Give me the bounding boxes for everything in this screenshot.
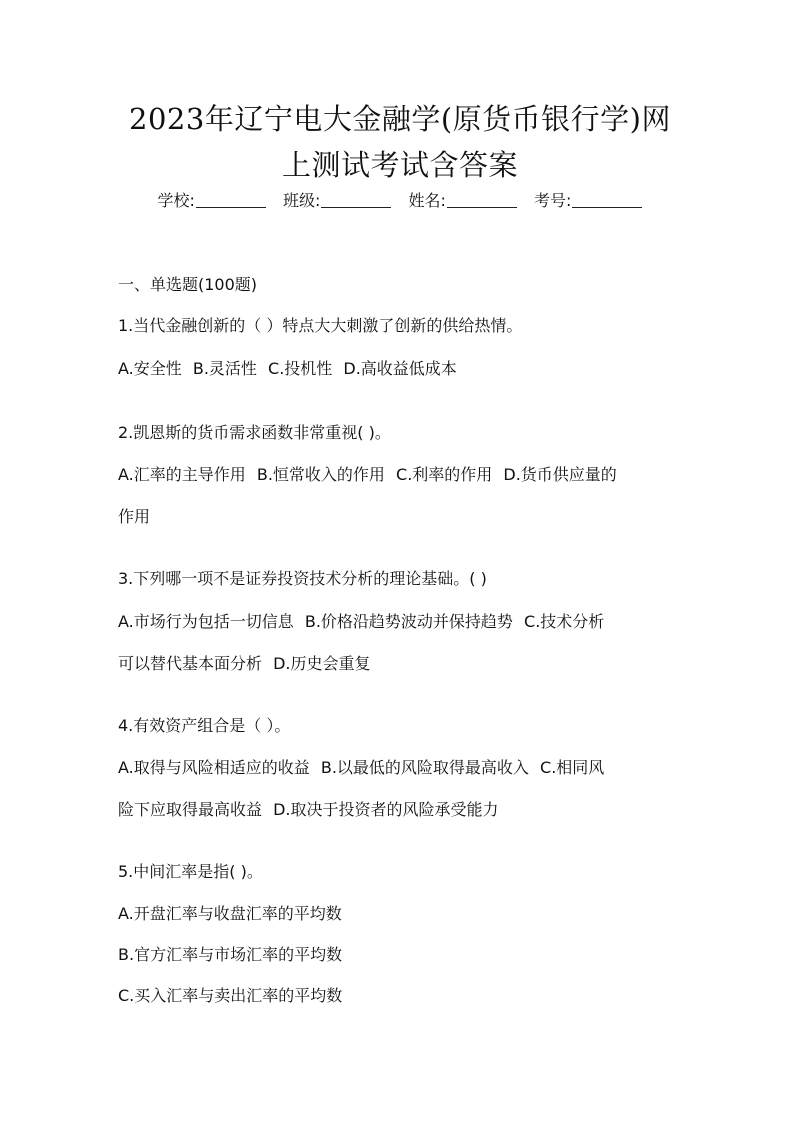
class-blank <box>321 191 391 208</box>
school-label: 学校: <box>157 191 195 210</box>
class-field <box>283 191 391 210</box>
question-4-options-line-2 <box>118 797 693 823</box>
question-1-options <box>118 356 693 382</box>
question-2-options <box>118 462 693 488</box>
section-heading: 一、单选题(100题) <box>118 275 258 294</box>
exam-number-blank <box>572 191 642 208</box>
question-2-option-a: A.汇率的主导作用 <box>118 465 246 484</box>
question-1-stem: 1.当代金融创新的（ ）特点大大刺激了创新的供给热情。 <box>118 316 523 335</box>
exam-number-label: 考号: <box>534 191 572 210</box>
question-2-option-d-continued: 作用 <box>118 507 151 526</box>
name-blank <box>447 191 517 208</box>
question-5-stem: 5.中间汇率是指( )。 <box>118 862 263 881</box>
question-1-option-a: A.安全性 <box>118 359 182 378</box>
question-3-options-line-2 <box>118 651 693 677</box>
class-label: 班级: <box>283 191 321 210</box>
document-title-line-2: 上测试考试含答案 <box>281 148 518 182</box>
question-4-option-a: A.取得与风险相适应的收益 <box>118 758 310 777</box>
name-field <box>409 191 517 210</box>
question-3-option-a: A.市场行为包括一切信息 <box>118 612 294 631</box>
question-3-stem: 3.下列哪一项不是证券投资技术分析的理论基础。( ) <box>118 569 487 588</box>
question-3-option-d: D.历史会重复 <box>273 654 371 673</box>
question-5-option-b: B.官方汇率与市场汇率的平均数 <box>118 945 343 964</box>
exam-number-field <box>534 191 642 210</box>
question-3-option-c-continued: 可以替代基本面分析 <box>118 654 263 673</box>
question-4-options-line-1 <box>118 755 693 781</box>
question-4-stem: 4.有效资产组合是（ ）。 <box>118 716 291 735</box>
school-blank <box>196 191 266 208</box>
question-2-option-b: B.恒常收入的作用 <box>256 465 385 484</box>
question-1-option-c: C.投机性 <box>268 359 333 378</box>
question-3-option-c: C.技术分析 <box>524 612 605 631</box>
school-field <box>158 191 266 210</box>
question-3-option-b: B.价格沿趋势波动并保持趋势 <box>304 612 513 631</box>
student-info-row <box>0 188 800 214</box>
question-4-option-c-continued: 险下应取得最高收益 <box>118 800 263 819</box>
question-2-option-d: D.货币供应量的 <box>503 465 617 484</box>
question-4-option-d: D.取决于投资者的风险承受能力 <box>273 800 499 819</box>
question-5-option-c: C.买入汇率与卖出汇率的平均数 <box>118 986 343 1005</box>
question-2-option-c: C.利率的作用 <box>396 465 493 484</box>
name-label: 姓名: <box>408 191 446 210</box>
question-5-option-a: A.开盘汇率与收盘汇率的平均数 <box>118 904 342 923</box>
question-1-option-d: D.高收益低成本 <box>343 359 457 378</box>
question-3-options-line-1 <box>118 609 693 635</box>
question-2-stem: 2.凯恩斯的货币需求函数非常重视( )。 <box>118 423 391 442</box>
question-1-option-b: B.灵活性 <box>192 359 257 378</box>
question-4-option-c: C.相同风 <box>540 758 605 777</box>
document-title-line-1: 2023年辽宁电大金融学(原货币银行学)网 <box>129 102 671 136</box>
question-4-option-b: B.以最低的风险取得最高收入 <box>320 758 529 777</box>
